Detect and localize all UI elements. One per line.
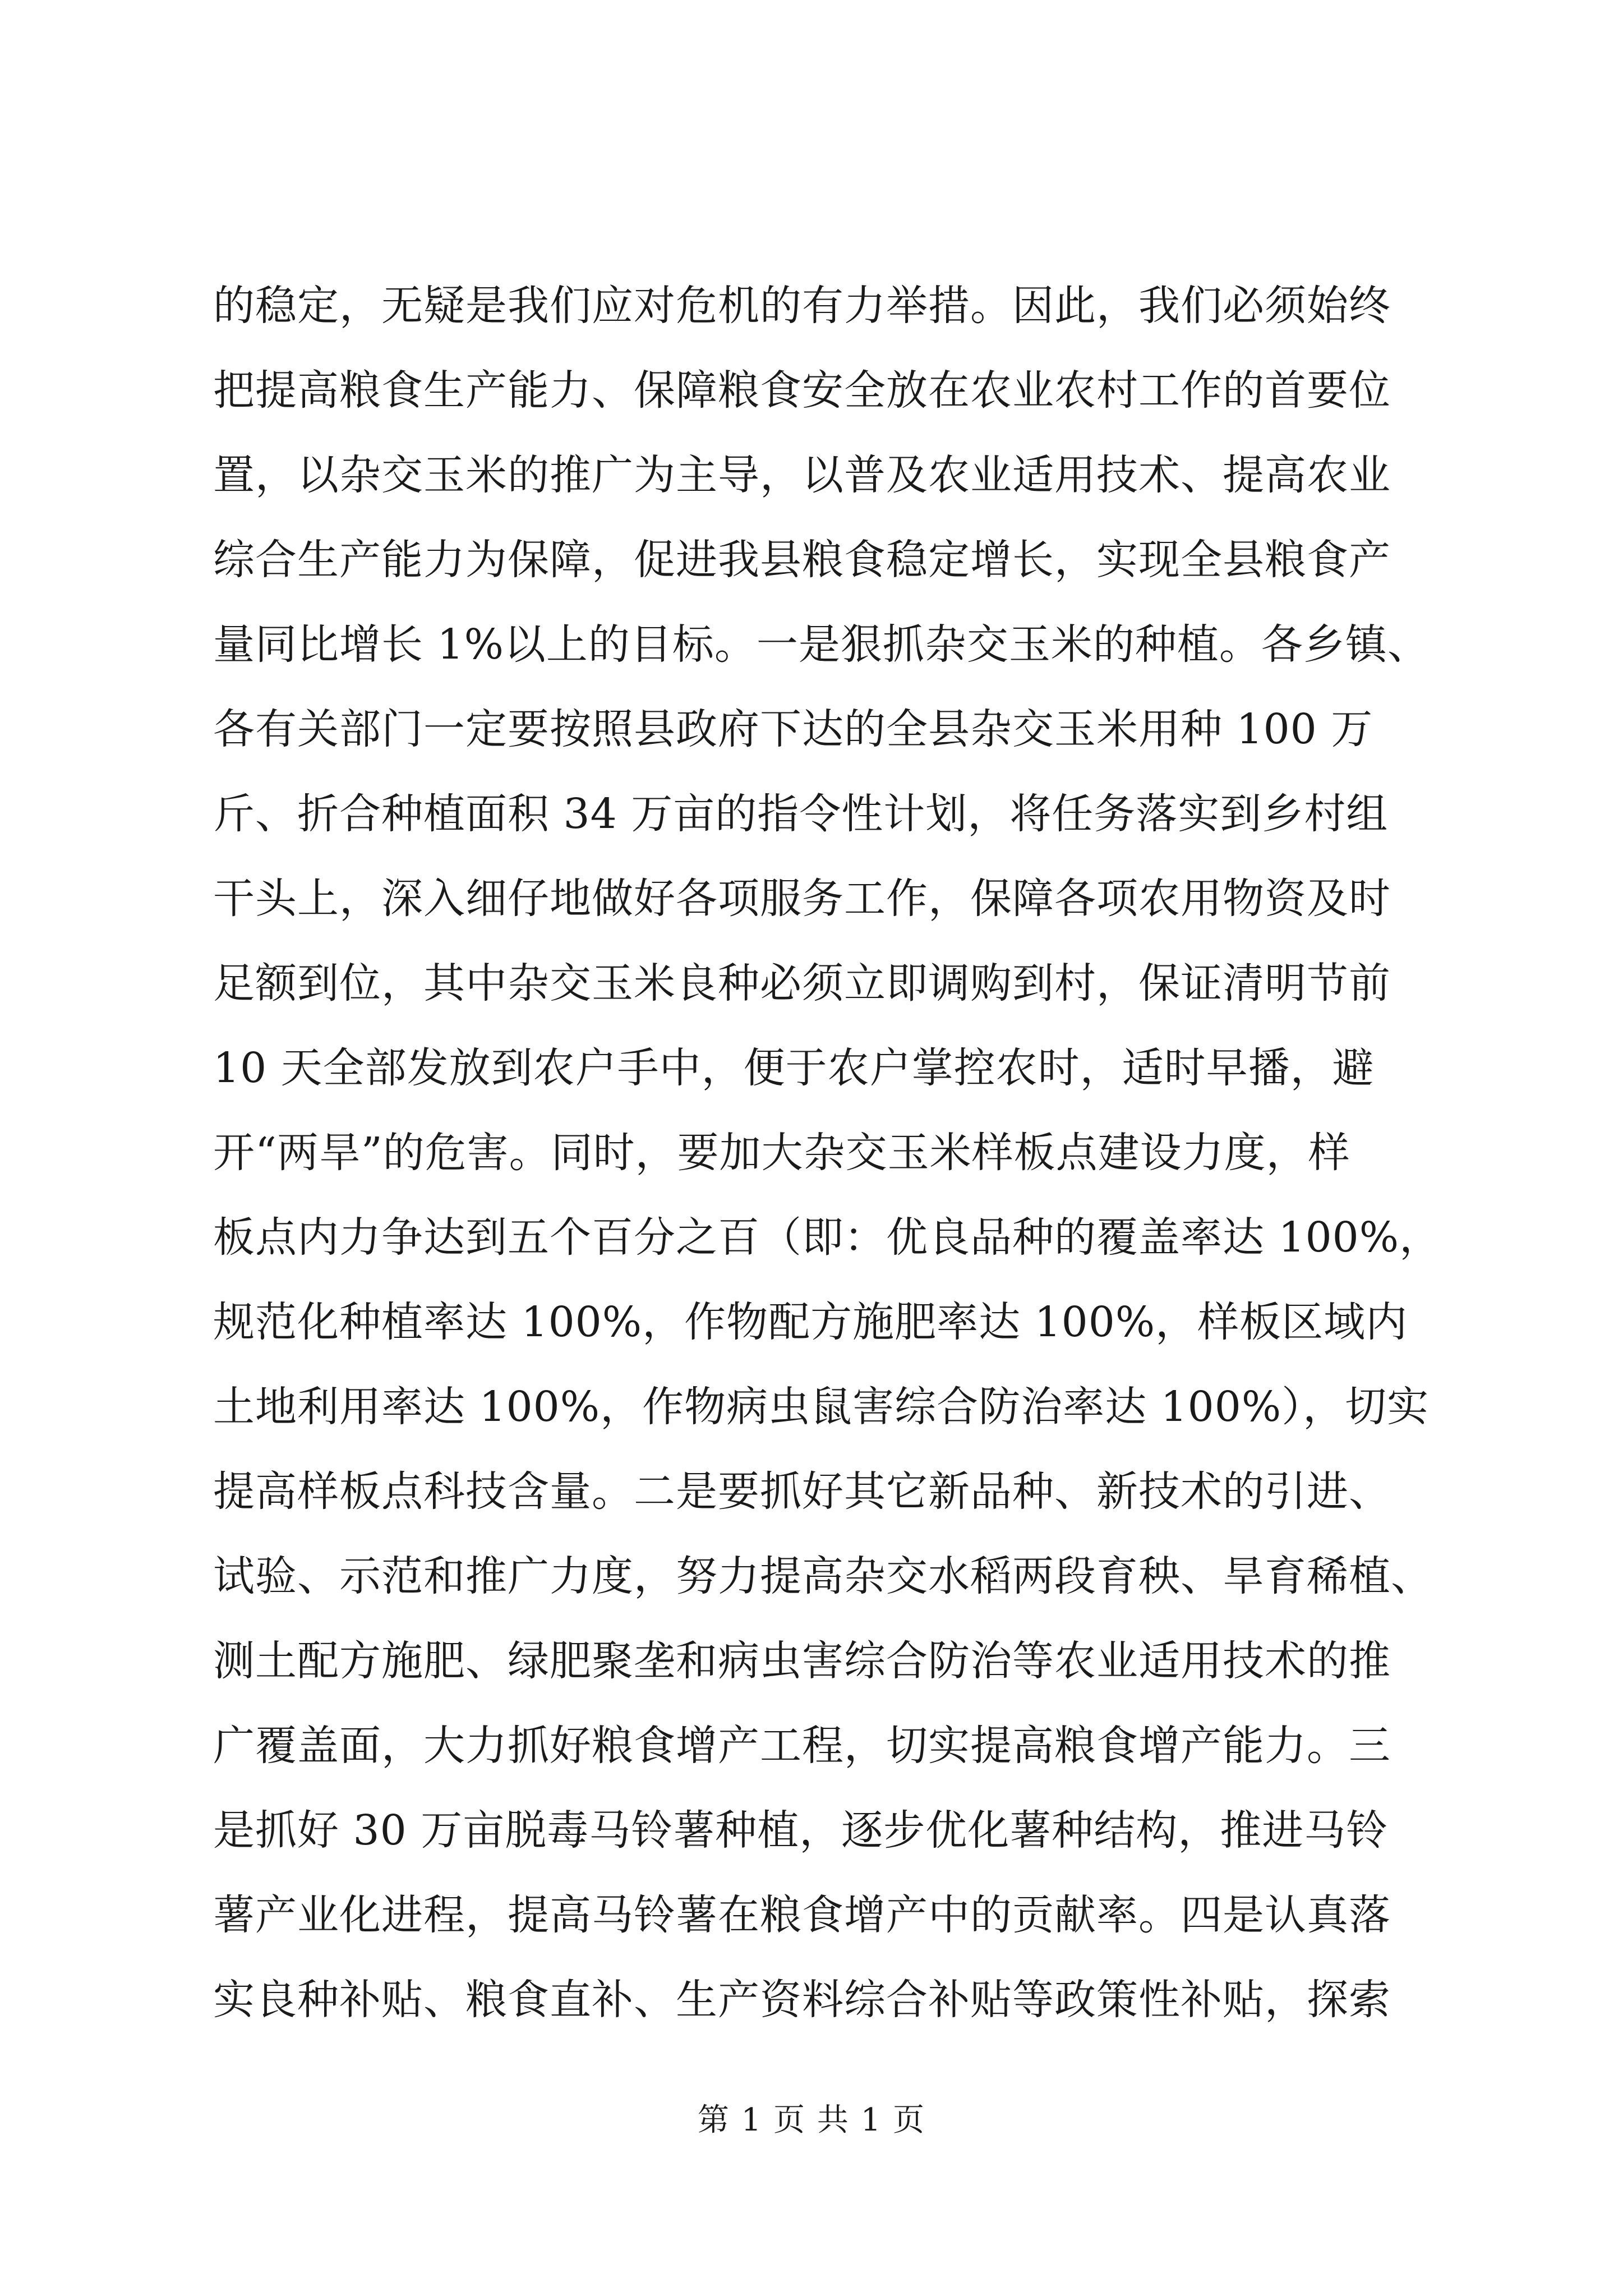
text-line: 是抓好 30 万亩脱毒马铃薯种植，逐步优化薯种结构，推进马铃 <box>213 1806 1389 1855</box>
text-line: 斤、折合种植面积 34 万亩的指令性计划，将任务落实到乡村组 <box>213 790 1389 838</box>
text-line: 把提高粮食生产能力、保障粮食安全放在农业农村工作的首要位 <box>213 366 1391 415</box>
text-line: 综合生产能力为保障，促进我县粮食稳定增长，实现全县粮食产 <box>213 536 1391 584</box>
text-line: 足额到位，其中杂交玉米良种必须立即调购到村，保证清明节前 <box>213 959 1391 1007</box>
text-line: 实良种补贴、粮食直补、生产资料综合补贴等政策性补贴，探索 <box>213 1976 1391 2024</box>
text-line: 干头上，深入细仔地做好各项服务工作，保障各项农用物资及时 <box>213 875 1391 923</box>
body-text <box>213 264 1447 2042</box>
text-line: 试验、示范和推广力度，努力提高杂交水稻两段育秧、旱育稀植、 <box>213 1552 1433 1600</box>
text-line: 开“两旱”的危害。同时，要加大杂交玉米样板点建设力度，样 <box>213 1129 1350 1177</box>
text-line: 量同比增长 1%以上的目标。一是狠抓杂交玉米的种植。各乡镇、 <box>213 620 1430 669</box>
text-line: 的稳定，无疑是我们应对危机的有力举措。因此，我们必须始终 <box>213 282 1391 330</box>
text-line: 板点内力争达到五个百分之百（即：优良品种的覆盖率达 100%， <box>213 1213 1442 1262</box>
text-line: 广覆盖面，大力抓好粮食增产工程，切实提高粮食增产能力。三 <box>213 1722 1391 1770</box>
text-line: 置，以杂交玉米的推广为主导，以普及农业适用技术、提高农业 <box>213 451 1391 499</box>
text-line: 规范化种植率达 100%，作物配方施肥率达 100%，样板区域内 <box>213 1298 1408 1346</box>
text-line: 测土配方施肥、绿肥聚垄和病虫害综合防治等农业适用技术的推 <box>213 1637 1391 1685</box>
text-line: 薯产业化进程，提高马铃薯在粮食增产中的贡献率。四是认真落 <box>213 1891 1391 1939</box>
text-line: 各有关部门一定要按照县政府下达的全县杂交玉米用种 100 万 <box>213 705 1373 753</box>
text-line: 土地利用率达 100%，作物病虫鼠害综合防治率达 100%），切实 <box>213 1383 1430 1431</box>
text-line: 10 天全部发放到农户手中，便于农户掌控农时，适时早播，避 <box>213 1044 1375 1092</box>
text-line: 提高样板点科技含量。二是要抓好其它新品种、新技术的引进、 <box>213 1467 1391 1516</box>
page-footer: 第 1 页 共 1 页 <box>697 2102 926 2138</box>
